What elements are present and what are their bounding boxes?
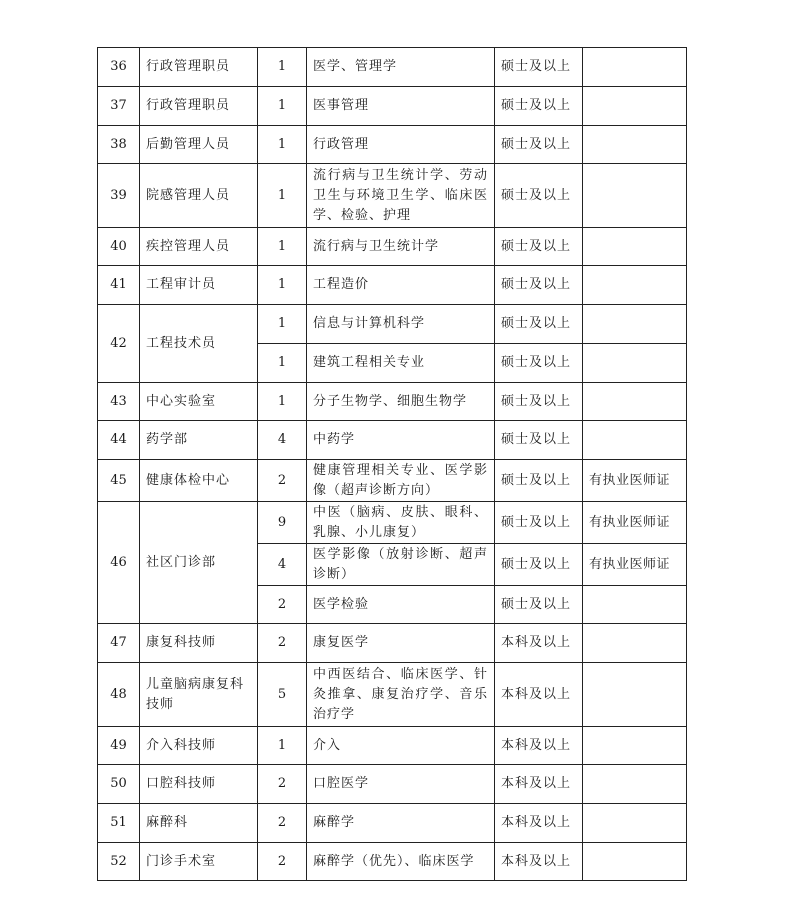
table-row [98, 843, 687, 881]
education-requirement: 硕士及以上 [495, 126, 583, 164]
major-requirement: 流行病与卫生统计学 [307, 228, 495, 266]
position-name: 药学部 [140, 421, 258, 460]
major-requirement: 中西医结合、临床医学、针灸推拿、康复治疗学、音乐治疗学 [307, 663, 495, 727]
row-number: 36 [98, 48, 140, 87]
remark [583, 804, 687, 843]
major-requirement: 医学检验 [307, 586, 495, 624]
hire-count: 2 [258, 586, 307, 624]
education-requirement: 硕士及以上 [495, 421, 583, 460]
remark [583, 164, 687, 228]
education-requirement: 硕士及以上 [495, 544, 583, 586]
major-requirement: 医事管理 [307, 87, 495, 126]
education-requirement: 硕士及以上 [495, 460, 583, 502]
table-row [98, 765, 687, 804]
position-name: 工程审计员 [140, 266, 258, 305]
position-name: 康复科技师 [140, 624, 258, 663]
hire-count: 1 [258, 228, 307, 266]
row-number: 38 [98, 126, 140, 164]
hire-count: 1 [258, 48, 307, 87]
hire-count: 2 [258, 765, 307, 804]
remark [583, 266, 687, 305]
row-number: 46 [98, 502, 140, 624]
major-requirement: 信息与计算机科学 [307, 305, 495, 344]
remark [583, 624, 687, 663]
education-requirement: 硕士及以上 [495, 586, 583, 624]
table-row [98, 804, 687, 843]
major-requirement: 介入 [307, 727, 495, 765]
education-requirement: 硕士及以上 [495, 305, 583, 344]
hire-count: 1 [258, 87, 307, 126]
major-requirement: 麻醉学（优先）、临床医学 [307, 843, 495, 881]
table-row [98, 383, 687, 421]
hire-count: 9 [258, 502, 307, 544]
position-name: 行政管理职员 [140, 87, 258, 126]
position-name: 口腔科技师 [140, 765, 258, 804]
table-row [98, 727, 687, 765]
education-requirement: 本科及以上 [495, 624, 583, 663]
remark [583, 87, 687, 126]
remark [583, 663, 687, 727]
education-requirement: 本科及以上 [495, 804, 583, 843]
row-number: 37 [98, 87, 140, 126]
table-row [98, 87, 687, 126]
major-requirement: 行政管理 [307, 126, 495, 164]
major-requirement: 医学影像（放射诊断、超声诊断） [307, 544, 495, 586]
major-requirement: 中医（脑病、皮肤、眼科、乳腺、小儿康复） [307, 502, 495, 544]
remark [583, 344, 687, 383]
hire-count: 2 [258, 804, 307, 843]
education-requirement: 本科及以上 [495, 765, 583, 804]
hire-count: 2 [258, 460, 307, 502]
position-name: 门诊手术室 [140, 843, 258, 881]
row-number: 51 [98, 804, 140, 843]
table-row [98, 266, 687, 305]
hire-count: 1 [258, 266, 307, 305]
major-requirement: 康复医学 [307, 624, 495, 663]
row-number: 41 [98, 266, 140, 305]
table-row [98, 126, 687, 164]
hire-count: 1 [258, 164, 307, 228]
major-requirement: 流行病与卫生统计学、劳动卫生与环境卫生学、临床医学、检验、护理 [307, 164, 495, 228]
education-requirement: 硕士及以上 [495, 87, 583, 126]
remark [583, 228, 687, 266]
position-name: 中心实验室 [140, 383, 258, 421]
table-row [98, 48, 687, 87]
remark [583, 765, 687, 804]
row-number: 45 [98, 460, 140, 502]
education-requirement: 本科及以上 [495, 727, 583, 765]
row-number: 43 [98, 383, 140, 421]
education-requirement: 硕士及以上 [495, 48, 583, 87]
remark [583, 727, 687, 765]
position-name: 后勤管理人员 [140, 126, 258, 164]
hire-count: 1 [258, 344, 307, 383]
education-requirement: 硕士及以上 [495, 228, 583, 266]
row-number: 39 [98, 164, 140, 228]
position-name: 行政管理职员 [140, 48, 258, 87]
hire-count: 2 [258, 624, 307, 663]
table-row [98, 663, 687, 727]
table-row [98, 460, 687, 502]
education-requirement: 硕士及以上 [495, 502, 583, 544]
education-requirement: 硕士及以上 [495, 266, 583, 305]
table-row [98, 624, 687, 663]
major-requirement: 中药学 [307, 421, 495, 460]
position-name: 儿童脑病康复科技师 [140, 663, 258, 727]
major-requirement: 建筑工程相关专业 [307, 344, 495, 383]
hire-count: 5 [258, 663, 307, 727]
education-requirement: 硕士及以上 [495, 164, 583, 228]
hire-count: 1 [258, 126, 307, 164]
row-number: 50 [98, 765, 140, 804]
education-requirement: 硕士及以上 [495, 344, 583, 383]
major-requirement: 健康管理相关专业、医学影像（超声诊断方向） [307, 460, 495, 502]
position-name: 社区门诊部 [140, 502, 258, 624]
position-name: 麻醉科 [140, 804, 258, 843]
major-requirement: 口腔医学 [307, 765, 495, 804]
remark [583, 48, 687, 87]
row-number: 42 [98, 305, 140, 383]
recruitment-table [97, 47, 687, 881]
remark [583, 843, 687, 881]
table-row [98, 164, 687, 228]
position-name: 健康体检中心 [140, 460, 258, 502]
row-number: 48 [98, 663, 140, 727]
major-requirement: 工程造价 [307, 266, 495, 305]
hire-count: 1 [258, 383, 307, 421]
hire-count: 4 [258, 421, 307, 460]
education-requirement: 本科及以上 [495, 843, 583, 881]
hire-count: 2 [258, 843, 307, 881]
hire-count: 4 [258, 544, 307, 586]
row-number: 40 [98, 228, 140, 266]
table-row [98, 421, 687, 460]
major-requirement: 麻醉学 [307, 804, 495, 843]
table-row [98, 228, 687, 266]
remark [583, 586, 687, 624]
remark [583, 126, 687, 164]
major-requirement: 分子生物学、细胞生物学 [307, 383, 495, 421]
remark: 有执业医师证 [583, 460, 687, 502]
remark [583, 383, 687, 421]
row-number: 47 [98, 624, 140, 663]
remark [583, 421, 687, 460]
education-requirement: 本科及以上 [495, 663, 583, 727]
position-name: 介入科技师 [140, 727, 258, 765]
position-name: 院感管理人员 [140, 164, 258, 228]
hire-count: 1 [258, 305, 307, 344]
position-name: 工程技术员 [140, 305, 258, 383]
position-name: 疾控管理人员 [140, 228, 258, 266]
remark: 有执业医师证 [583, 502, 687, 544]
education-requirement: 硕士及以上 [495, 383, 583, 421]
row-number: 49 [98, 727, 140, 765]
table-row [98, 305, 687, 344]
major-requirement: 医学、管理学 [307, 48, 495, 87]
row-number: 52 [98, 843, 140, 881]
row-number: 44 [98, 421, 140, 460]
hire-count: 1 [258, 727, 307, 765]
remark [583, 305, 687, 344]
remark: 有执业医师证 [583, 544, 687, 586]
table-row [98, 502, 687, 544]
